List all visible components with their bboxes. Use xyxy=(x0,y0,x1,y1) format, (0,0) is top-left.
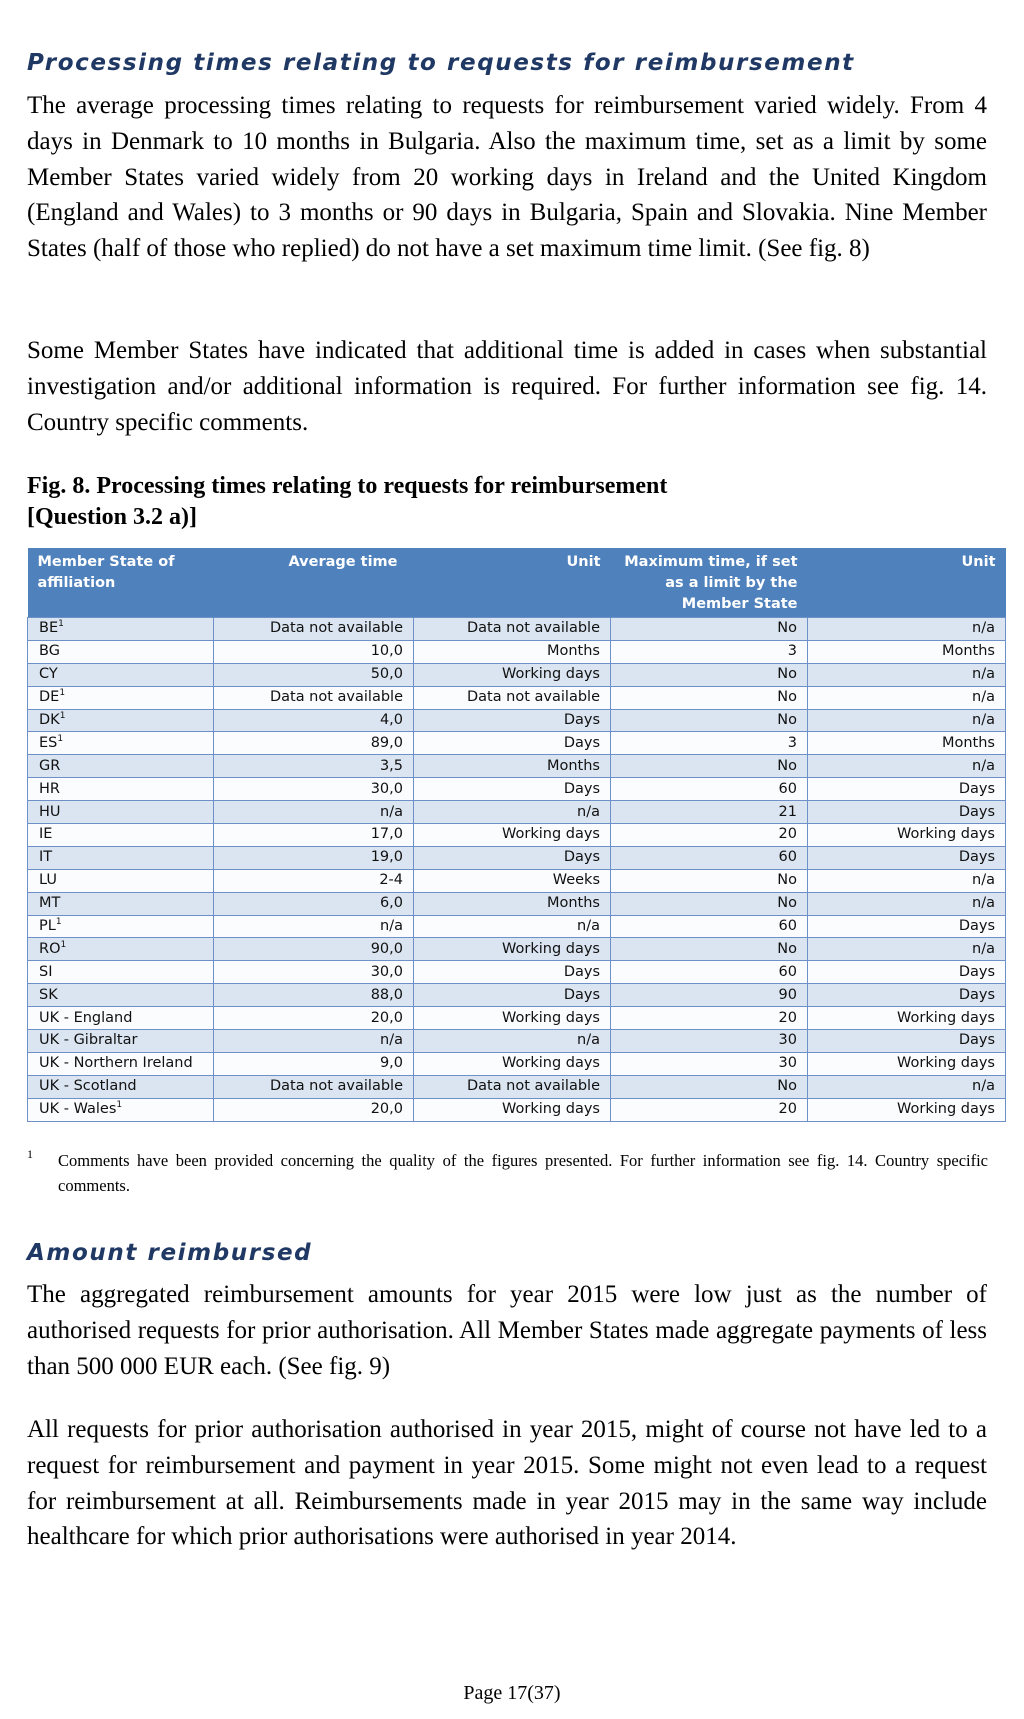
cell-average-time: 30,0 xyxy=(214,961,414,984)
table-row xyxy=(28,618,1006,641)
figure-caption-title: Fig. 8. Processing times relating to requests for reimbursement xyxy=(27,473,668,499)
cell-maximum-time: No xyxy=(611,892,808,915)
table-row xyxy=(28,869,1006,892)
table-row xyxy=(28,961,1006,984)
cell-member-state: IE xyxy=(28,824,214,847)
paragraph-prior-authorisation: All requests for prior authorisation authorised in year 2015, might of course not have led to a request for reimbursement and payment in year 2015. Some might not even lead to a request for reimbursement at all. Reimbursements made in year 2015 may in the same way include healthcare for which prior authorisations were authorised in year 2014. xyxy=(27,1416,987,1551)
cell-member-state: $DK^1$ xyxy=(28,709,214,732)
cell-average-time: 50,0 xyxy=(214,663,414,686)
header-average-time: Average time xyxy=(214,548,414,618)
cell-unit: Days xyxy=(414,732,611,755)
header-member-state: Member State of affiliation xyxy=(28,548,214,618)
figure-caption xyxy=(27,471,987,533)
cell-maximum-time: 60 xyxy=(611,846,808,869)
page-number: Page 17(37) xyxy=(463,1682,561,1704)
cell-member-state: CY xyxy=(28,663,214,686)
cell-max-unit: Months xyxy=(808,640,1006,663)
cell-unit: n/a xyxy=(414,1030,611,1053)
cell-member-state: HU xyxy=(28,801,214,824)
table-row xyxy=(28,709,1006,732)
cell-member-state: MT xyxy=(28,892,214,915)
cell-average-time: 20,0 xyxy=(214,1098,414,1121)
table-row xyxy=(28,1052,1006,1075)
cell-maximum-time: 3 xyxy=(611,732,808,755)
cell-max-unit: Months xyxy=(808,732,1006,755)
cell-maximum-time: 30 xyxy=(611,1052,808,1075)
table-row xyxy=(28,732,1006,755)
table-row xyxy=(28,824,1006,847)
cell-average-time: n/a xyxy=(214,1030,414,1053)
cell-maximum-time: 20 xyxy=(611,1098,808,1121)
cell-unit: Data not available xyxy=(414,686,611,709)
cell-unit: Data not available xyxy=(414,618,611,641)
cell-average-time: n/a xyxy=(214,801,414,824)
cell-unit: Working days xyxy=(414,663,611,686)
table-row xyxy=(28,984,1006,1007)
cell-average-time: Data not available xyxy=(214,686,414,709)
cell-average-time: 4,0 xyxy=(214,709,414,732)
footnote-reference: 1 xyxy=(116,1100,123,1111)
cell-maximum-time: 21 xyxy=(611,801,808,824)
table-header-row xyxy=(28,548,1006,618)
cell-average-time: Data not available xyxy=(214,1075,414,1098)
cell-unit: Weeks xyxy=(414,869,611,892)
table-row xyxy=(28,846,1006,869)
cell-unit: Months xyxy=(414,755,611,778)
cell-member-state: HR xyxy=(28,778,214,801)
cell-maximum-time: No xyxy=(611,686,808,709)
cell-unit: Days xyxy=(414,709,611,732)
footnote-text: Comments have been provided concerning the quality of the figures presented. For further information see fig. 14. Country specific comments. xyxy=(58,1151,988,1195)
cell-maximum-time: 20 xyxy=(611,1007,808,1030)
cell-average-time: Data not available xyxy=(214,618,414,641)
footnote-marker: 1 xyxy=(27,1147,33,1161)
table-row xyxy=(28,801,1006,824)
figure-caption-question: [Question 3.2 a)] xyxy=(27,504,197,530)
cell-unit: Days xyxy=(414,984,611,1007)
cell-max-unit: Working days xyxy=(808,824,1006,847)
cell-average-time: 30,0 xyxy=(214,778,414,801)
cell-average-time: 3,5 xyxy=(214,755,414,778)
cell-member-state: UK - Northern Ireland xyxy=(28,1052,214,1075)
cell-unit: n/a xyxy=(414,915,611,938)
cell-average-time: n/a xyxy=(214,915,414,938)
cell-average-time: 20,0 xyxy=(214,1007,414,1030)
table-row xyxy=(28,938,1006,961)
cell-unit: Data not available xyxy=(414,1075,611,1098)
cell-member-state: GR xyxy=(28,755,214,778)
footnote-reference: 1 xyxy=(59,711,66,721)
table-row xyxy=(28,755,1006,778)
section-heading-amount-reimbursed: Amount reimbursed xyxy=(27,1240,313,1266)
table-row xyxy=(28,1098,1006,1121)
paragraph-aggregated-amounts: The aggregated reimbursement amounts for year 2015 were low just as the number of authorised requests for prior authorisation. All Member States made aggregate payments of less than 500 000 EUR each. (See fig. 9) xyxy=(27,1281,987,1380)
cell-unit: n/a xyxy=(414,801,611,824)
table-row xyxy=(28,1007,1006,1030)
cell-member-state: $DE^1$ xyxy=(28,686,214,709)
cell-average-time: 19,0 xyxy=(214,846,414,869)
cell-unit: Days xyxy=(414,846,611,869)
header-unit: Unit xyxy=(414,548,611,618)
table-row xyxy=(28,640,1006,663)
cell-maximum-time: No xyxy=(611,938,808,961)
cell-max-unit: Working days xyxy=(808,1098,1006,1121)
cell-max-unit: Working days xyxy=(808,1007,1006,1030)
cell-member-state: LU xyxy=(28,869,214,892)
cell-member-state: UK - Gibraltar xyxy=(28,1030,214,1053)
cell-unit: Months xyxy=(414,892,611,915)
cell-unit: Working days xyxy=(414,1098,611,1121)
cell-max-unit: Days xyxy=(808,846,1006,869)
cell-max-unit: n/a xyxy=(808,869,1006,892)
cell-average-time: 89,0 xyxy=(214,732,414,755)
cell-max-unit: n/a xyxy=(808,892,1006,915)
header-maximum-time: Maximum time, if set as a limit by the Member State xyxy=(611,548,808,618)
table-row xyxy=(28,892,1006,915)
cell-max-unit: Days xyxy=(808,778,1006,801)
cell-max-unit: Days xyxy=(808,984,1006,1007)
cell-max-unit: n/a xyxy=(808,663,1006,686)
cell-member-state: SK xyxy=(28,984,214,1007)
cell-maximum-time: No xyxy=(611,1075,808,1098)
cell-member-state: SI xyxy=(28,961,214,984)
cell-member-state: $BE^1$ xyxy=(28,618,214,641)
cell-maximum-time: 60 xyxy=(611,915,808,938)
table-row xyxy=(28,1030,1006,1053)
cell-member-state: UK - Wales$^1$ xyxy=(28,1098,214,1121)
cell-max-unit: n/a xyxy=(808,938,1006,961)
cell-maximum-time: 20 xyxy=(611,824,808,847)
cell-unit: Working days xyxy=(414,824,611,847)
cell-max-unit: Days xyxy=(808,961,1006,984)
footnote-reference: 1 xyxy=(55,917,62,928)
cell-unit: Days xyxy=(414,961,611,984)
cell-maximum-time: No xyxy=(611,869,808,892)
cell-maximum-time: No xyxy=(611,709,808,732)
cell-maximum-time: 60 xyxy=(611,778,808,801)
paragraph-additional-time: Some Member States have indicated that additional time is added in cases when substantial investigation and/or additional information is required. For further information see fig. 14. Country specific comments. xyxy=(27,337,987,436)
cell-unit: Working days xyxy=(414,1052,611,1075)
header-max-unit: Unit xyxy=(808,548,1006,618)
cell-unit: Months xyxy=(414,640,611,663)
table-row xyxy=(28,1075,1006,1098)
table-row xyxy=(28,663,1006,686)
cell-max-unit: n/a xyxy=(808,1075,1006,1098)
cell-member-state: BG xyxy=(28,640,214,663)
cell-max-unit: n/a xyxy=(808,709,1006,732)
cell-maximum-time: No xyxy=(611,618,808,641)
cell-average-time: 9,0 xyxy=(214,1052,414,1075)
cell-average-time: 2-4 xyxy=(214,869,414,892)
footnote-reference: 1 xyxy=(57,733,64,744)
cell-member-state: UK - Scotland xyxy=(28,1075,214,1098)
cell-member-state: UK - England xyxy=(28,1007,214,1030)
cell-maximum-time: 60 xyxy=(611,961,808,984)
table-row xyxy=(28,686,1006,709)
footnote-reference: 1 xyxy=(60,939,67,950)
cell-average-time: 10,0 xyxy=(214,640,414,663)
footnote-reference: 1 xyxy=(59,688,66,699)
cell-max-unit: Days xyxy=(808,1030,1006,1053)
cell-unit: Working days xyxy=(414,1007,611,1030)
processing-times-table xyxy=(27,548,1006,1122)
cell-max-unit: Working days xyxy=(808,1052,1006,1075)
cell-member-state: $PL^1$ xyxy=(28,915,214,938)
paragraph-processing-times: The average processing times relating to requests for reimbursement varied widely. From 4 days in Denmark to 10 months in Bulgaria. Also the maximum time, set as a limit by some Member States varied widely from 20 working days in Ireland and the United Kingdom (England and Wales) to 3 months or 90 days in Bulgaria, Spain and Slovakia. Nine Member States (half of those who replied) do not have a set maximum time limit. (See fig. 8) xyxy=(27,92,987,263)
cell-average-time: 6,0 xyxy=(214,892,414,915)
cell-maximum-time: 30 xyxy=(611,1030,808,1053)
table-row xyxy=(28,915,1006,938)
cell-maximum-time: No xyxy=(611,663,808,686)
cell-max-unit: Days xyxy=(808,915,1006,938)
cell-member-state: $ES^1$ xyxy=(28,732,214,755)
cell-max-unit: n/a xyxy=(808,618,1006,641)
cell-average-time: 88,0 xyxy=(214,984,414,1007)
cell-average-time: 17,0 xyxy=(214,824,414,847)
cell-unit: Days xyxy=(414,778,611,801)
cell-maximum-time: No xyxy=(611,755,808,778)
cell-member-state: $RO^1$ xyxy=(28,938,214,961)
cell-unit: Working days xyxy=(414,938,611,961)
cell-max-unit: n/a xyxy=(808,686,1006,709)
cell-member-state: IT xyxy=(28,846,214,869)
cell-average-time: 90,0 xyxy=(214,938,414,961)
table-row xyxy=(28,778,1006,801)
footnote-reference: 1 xyxy=(58,619,64,630)
cell-maximum-time: 3 xyxy=(611,640,808,663)
section-heading-processing-times: Processing times relating to requests for reimbursement xyxy=(27,50,855,76)
cell-max-unit: Days xyxy=(808,801,1006,824)
cell-max-unit: n/a xyxy=(808,755,1006,778)
cell-maximum-time: 90 xyxy=(611,984,808,1007)
